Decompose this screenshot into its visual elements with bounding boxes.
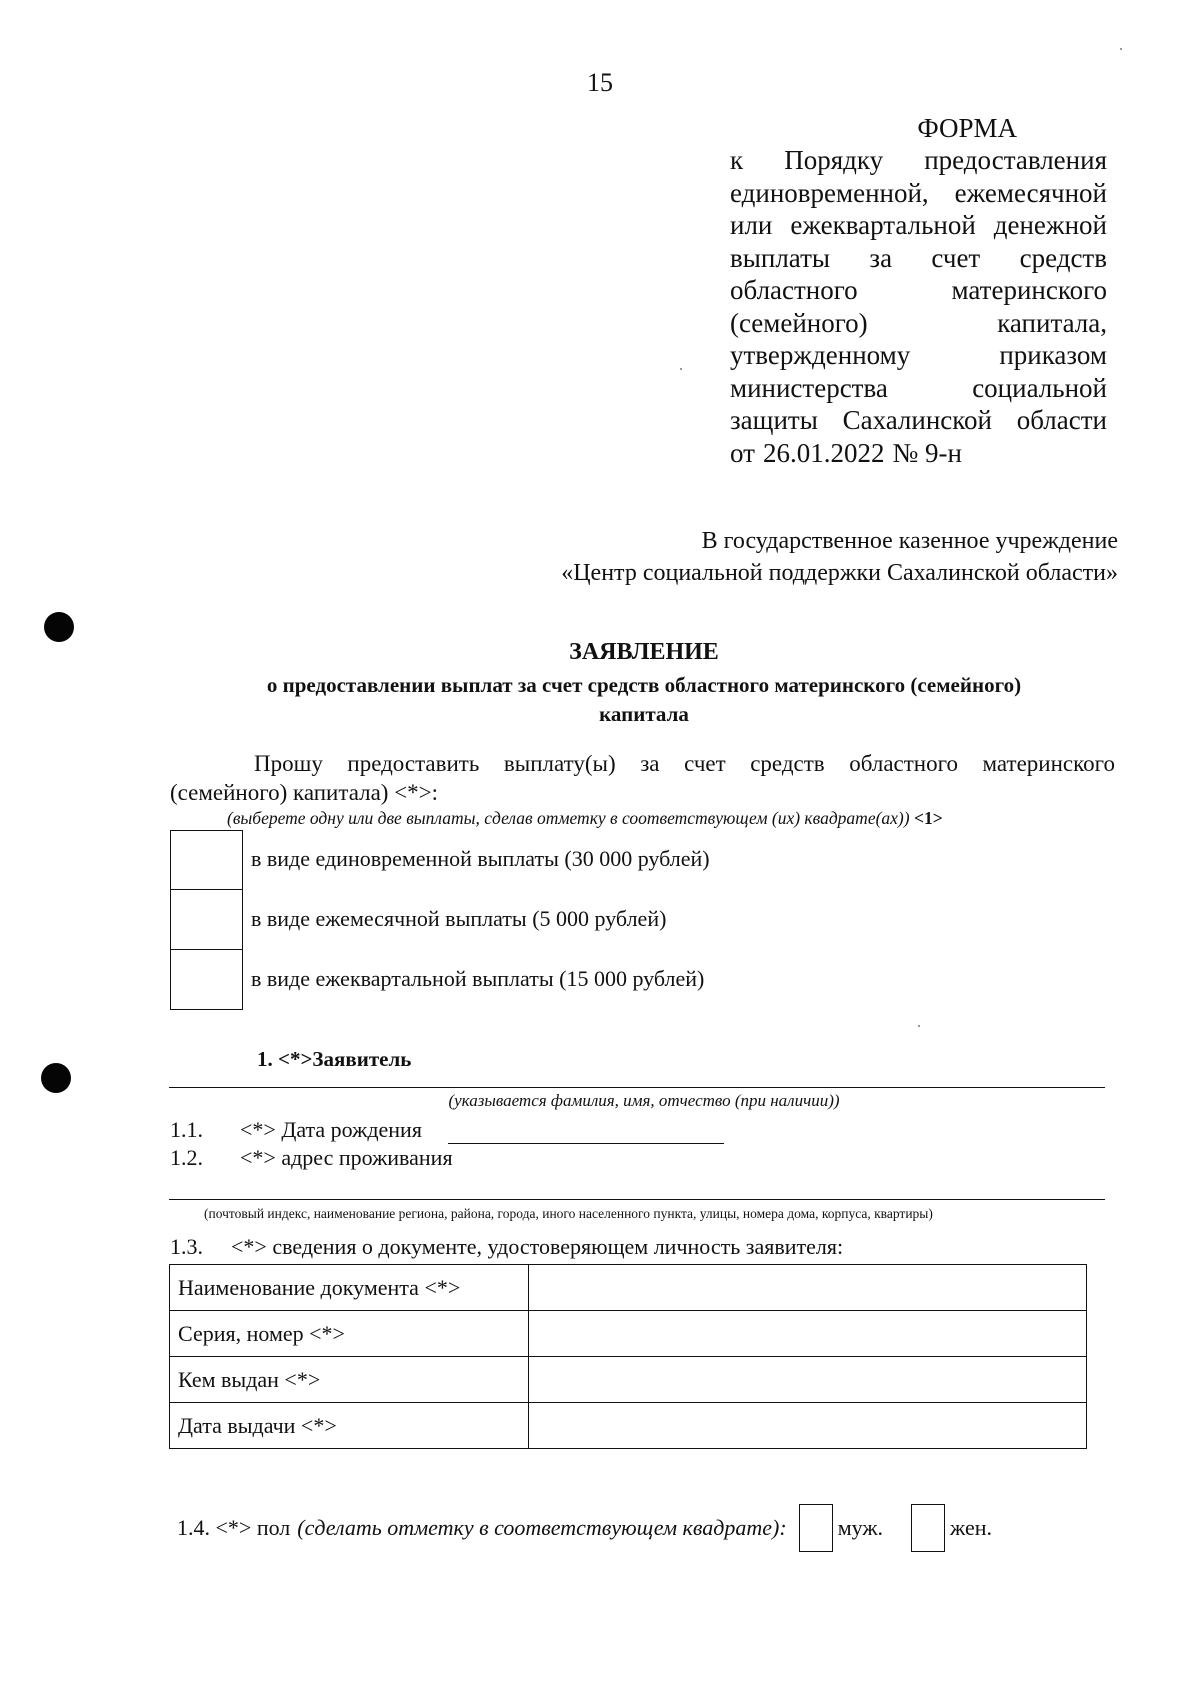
gender-female-checkbox[interactable]	[911, 1504, 945, 1552]
birth-date-label: <*> Дата рождения	[240, 1117, 422, 1142]
table-cell-value[interactable]	[529, 1357, 1087, 1403]
document-title: ЗАЯВЛЕНИЕ	[569, 639, 719, 665]
choose-note: (выберете одну или две выплаты, сделав отметку в соответствующем (их) квадрате(ах)) <1>	[227, 808, 943, 828]
gender-female-label: жен.	[950, 1515, 992, 1540]
punch-hole	[41, 1063, 71, 1093]
table-cell-label: Серия, номер <*>	[170, 1311, 529, 1357]
item-number: 1.1.	[170, 1117, 203, 1142]
gender-label: 1.4. <*> пол	[177, 1515, 291, 1540]
id-document-table	[169, 1264, 1087, 1449]
table-cell-label: Наименование документа <*>	[170, 1265, 529, 1311]
address-hint: (почтовый индекс, наименование региона, района, города, иного населенного пункта, улицы, номера дома, корпуса, квартиры)	[204, 1206, 933, 1221]
payment-option-label: в виде единовременной выплаты (30 000 рублей)	[251, 846, 710, 871]
table-row	[170, 1265, 1087, 1311]
gender-row	[177, 1504, 992, 1552]
item-number: 1.2.	[170, 1145, 203, 1170]
fio-input-line[interactable]	[169, 1087, 1105, 1088]
payment-checkbox-one-time[interactable]	[170, 830, 243, 890]
scan-speck	[680, 368, 682, 370]
table-cell-label: Дата выдачи <*>	[170, 1403, 529, 1449]
page-number: 15	[587, 68, 613, 97]
table-row	[170, 1311, 1087, 1357]
scan-speck	[918, 1025, 920, 1027]
table-cell-label: Кем выдан <*>	[170, 1357, 529, 1403]
address-label: <*> адрес проживания	[240, 1145, 453, 1170]
birth-date-input-line[interactable]	[448, 1143, 724, 1144]
table-cell-value[interactable]	[529, 1265, 1087, 1311]
payment-checkbox-quarterly[interactable]	[170, 950, 243, 1010]
section-applicant-title: 1. <*>Заявитель	[257, 1047, 412, 1071]
payment-option-label: в виде ежеквартальной выплаты (15 000 рублей)	[251, 966, 705, 991]
payment-option-label: в виде ежемесячной выплаты (5 000 рублей)	[251, 906, 667, 931]
table-cell-value[interactable]	[529, 1311, 1087, 1357]
scan-speck	[1120, 48, 1122, 50]
form-label: ФОРМА	[917, 113, 1017, 143]
address-input-line[interactable]	[169, 1199, 1105, 1200]
document-subtitle: о предоставлении выплат за счет средств областного материнского (семейного) капитала	[266, 673, 1022, 726]
id-document-label: <*> сведения о документе, удостоверяющем личность заявителя:	[231, 1234, 844, 1259]
table-cell-value[interactable]	[529, 1403, 1087, 1449]
gender-male-checkbox[interactable]	[799, 1504, 833, 1552]
table-row	[170, 1357, 1087, 1403]
request-text: Прошу предоставить выплату(ы) за счет средств областного материнского (семейного) капитала) <*>:	[170, 751, 1115, 805]
payment-checkbox-group	[170, 830, 243, 1010]
punch-hole	[44, 612, 74, 642]
fio-hint: (указывается фамилия, имя, отчество (при наличии))	[448, 1091, 840, 1110]
item-number: 1.3.	[170, 1234, 203, 1259]
addressee-block: В государственное казенное учреждение «Центр социальной поддержки Сахалинской области»	[561, 528, 1118, 586]
table-row	[170, 1403, 1087, 1449]
gender-instruction: (сделать отметку в соответствующем квадрате):	[297, 1515, 787, 1540]
payment-checkbox-monthly[interactable]	[170, 890, 243, 950]
approval-block: к Порядку предоставления единовременной, ежемесячной или ежеквартальной денежной выплаты за счет средств областного материнского (семейного) капитала, утвержденному приказом министерства социальной защиты Сахалинской области от 26.01.2022 № 9-н	[730, 145, 1107, 468]
gender-male-label: муж.	[837, 1515, 884, 1540]
